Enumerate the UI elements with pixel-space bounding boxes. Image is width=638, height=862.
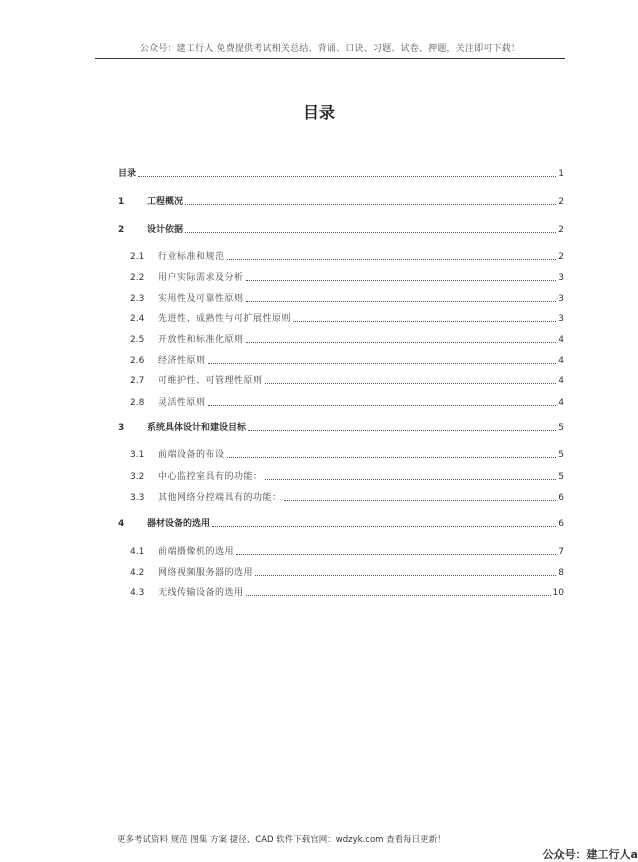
toc-entry-label: 行业标准和规范: [158, 252, 225, 262]
page-title: 目录: [302, 103, 335, 122]
toc-entry-number: 3.1: [130, 450, 145, 460]
toc-entry[interactable]: [118, 166, 564, 180]
toc-entry-page: 5: [558, 423, 564, 433]
toc-entry-page: 10: [552, 588, 564, 598]
toc-entry-page: 5: [558, 450, 564, 460]
toc-entry-number: 2.3: [130, 294, 145, 304]
toc-entry-label: 用户实际需求及分析: [158, 273, 244, 283]
toc-leader-dots: [227, 258, 557, 260]
toc-entry[interactable]: [118, 544, 564, 558]
toc-entry-page: 2: [558, 225, 564, 235]
toc-entry-label: 中心监控室具有的功能：: [158, 472, 263, 482]
toc-entry-number: 2.7: [130, 376, 145, 386]
toc-leader-dots: [265, 382, 557, 384]
toc-leader-dots: [246, 300, 557, 302]
toc-entry-label: 其他网络分控端具有的功能：: [158, 493, 282, 503]
toc-entry-page: 6: [558, 493, 564, 503]
header-divider: [95, 58, 565, 59]
page-header: 公众号：建工行人 免费提供考试相关总结、背诵、口诀、习题、试卷、押题，关注即可下载！: [139, 44, 521, 54]
toc-entry-label: 实用性及可靠性原则: [158, 294, 244, 304]
toc-entry-number: 2.2: [130, 273, 145, 283]
toc-leader-dots: [246, 279, 557, 281]
toc-entry[interactable]: [118, 311, 564, 325]
toc-entry-label: 设计依据: [147, 225, 184, 235]
toc-leader-dots: [293, 320, 556, 322]
toc-entry-page: 7: [558, 547, 564, 557]
toc-entry[interactable]: [118, 490, 564, 504]
toc-entry-page: 5: [558, 472, 564, 482]
toc-entry[interactable]: [118, 332, 564, 346]
toc-entry-number: 1: [118, 197, 125, 207]
toc-leader-dots: [265, 478, 557, 480]
toc-entry-page: 8: [558, 568, 564, 578]
toc-entry-number: 3.3: [130, 493, 145, 503]
toc-leader-dots: [246, 341, 557, 343]
toc-entry-label: 网络视频服务器的选用: [158, 568, 254, 578]
toc-leader-dots: [236, 553, 556, 555]
toc-entry-page: 3: [558, 314, 564, 324]
toc-entry-page: 4: [558, 335, 564, 345]
toc-entry-label: 工程概况: [147, 197, 184, 207]
toc-leader-dots: [138, 175, 556, 177]
toc-entry-label: 器材设备的选用: [147, 519, 211, 529]
toc-entry-number: 4: [118, 519, 125, 529]
toc-leader-dots: [227, 456, 557, 458]
toc-entry[interactable]: [118, 194, 564, 208]
toc-leader-dots: [284, 499, 557, 501]
toc-entry[interactable]: [118, 565, 564, 579]
toc-entry-label: 经济性原则: [158, 356, 206, 366]
toc-entry[interactable]: [118, 373, 564, 387]
toc-entry-number: 4.3: [130, 588, 145, 598]
toc-entry-label: 先进性、成熟性与可扩展性原则: [158, 314, 292, 324]
toc-entry[interactable]: [118, 353, 564, 367]
toc-entry-number: 4.1: [130, 547, 145, 557]
toc-entry-number: 2.1: [130, 252, 145, 262]
toc-entry-number: 2.4: [130, 314, 145, 324]
toc-entry-number: 2.6: [130, 356, 145, 366]
toc-entry[interactable]: [118, 585, 564, 599]
toc-entry-page: 4: [558, 376, 564, 386]
watermark-label: 公众号：建工行人a: [542, 848, 638, 861]
toc-entry[interactable]: [118, 420, 564, 434]
toc-leader-dots: [212, 525, 556, 527]
toc-leader-dots: [185, 203, 556, 205]
toc-leader-dots: [208, 404, 557, 406]
toc-leader-dots: [248, 429, 556, 431]
toc-entry-page: 2: [558, 252, 564, 262]
toc-entry[interactable]: [118, 270, 564, 284]
toc-entry-label: 灵活性原则: [158, 398, 206, 408]
toc-entry[interactable]: [118, 222, 564, 236]
toc-entry-label: 可维护性、可管理性原则: [158, 376, 263, 386]
toc-entry-number: 3.2: [130, 472, 145, 482]
toc-entry-label: 开放性和标准化原则: [158, 335, 244, 345]
toc-entry[interactable]: [118, 395, 564, 409]
toc-entry-label: 前端设备的布设: [158, 450, 225, 460]
toc-entry-page: 4: [558, 398, 564, 408]
toc-leader-dots: [208, 362, 557, 364]
toc-leader-dots: [185, 231, 556, 233]
page-footer: 更多考试资料 规范 图集 方案 捷径、CAD 软件下载官网：wdzyk.com 查看每日更新！: [117, 835, 446, 845]
toc-entry[interactable]: [118, 291, 564, 305]
toc-entry-page: 2: [558, 197, 564, 207]
toc-entry-page: 4: [558, 356, 564, 366]
toc-entry-page: 3: [558, 294, 564, 304]
toc-entry-number: 2: [118, 225, 125, 235]
toc-entry[interactable]: [118, 516, 564, 530]
toc-leader-dots: [255, 574, 556, 576]
toc-entry[interactable]: [118, 249, 564, 263]
toc-entry-label: 前端摄像机的选用: [158, 547, 235, 557]
toc-entry-number: 4.2: [130, 568, 145, 578]
toc-entry-number: 3: [118, 423, 125, 433]
toc-entry-number: 2.8: [130, 398, 145, 408]
toc-entry[interactable]: [118, 469, 564, 483]
toc-entry-page: 6: [558, 519, 564, 529]
toc-entry-label: 系统具体设计和建设目标: [147, 423, 247, 433]
toc-entry-label: 无线传输设备的选用: [158, 588, 244, 598]
toc-entry-page: 1: [558, 169, 564, 179]
toc-entry-number: 2.5: [130, 335, 145, 345]
toc-entry[interactable]: [118, 447, 564, 461]
toc-entry-label: 目录: [118, 169, 137, 179]
toc-leader-dots: [246, 594, 551, 596]
toc-entry-page: 3: [558, 273, 564, 283]
